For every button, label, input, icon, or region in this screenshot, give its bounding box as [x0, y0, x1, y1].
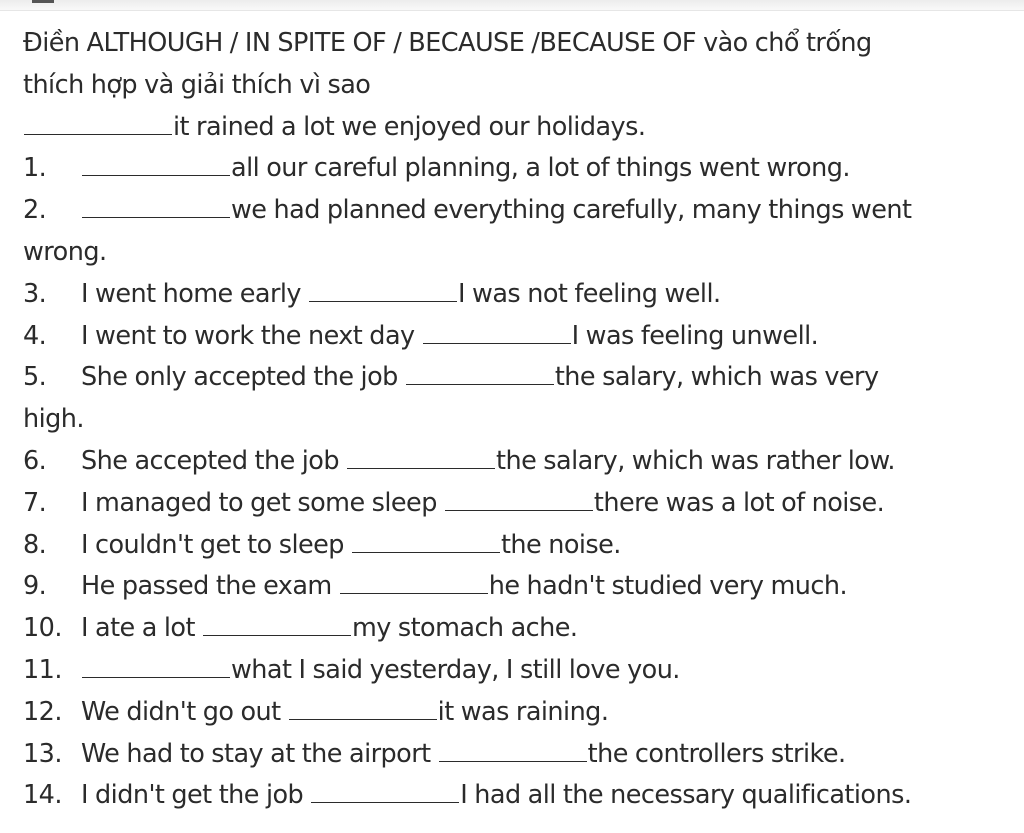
exercise-item — [23, 734, 1008, 776]
exercise-item — [23, 316, 1008, 358]
item-text-after: my stomach ache. — [351, 613, 578, 644]
answer-blank — [82, 676, 230, 678]
item-number: 9. — [23, 571, 47, 602]
exercise-item — [23, 525, 1008, 567]
item-number: 1. — [23, 153, 47, 184]
item-number: 3. — [23, 278, 47, 309]
item-number: 11. — [23, 654, 62, 685]
item-text-before: She accepted the job — [81, 445, 347, 476]
answer-blank — [347, 467, 495, 469]
answer-blank — [311, 801, 459, 803]
exercise-sheet — [23, 23, 1008, 817]
item-number: 2. — [23, 195, 47, 226]
item-number: 4. — [23, 320, 47, 351]
item-number: 8. — [23, 529, 47, 560]
item-number: 5. — [23, 362, 47, 393]
exercise-list — [23, 148, 1008, 817]
answer-blank — [439, 760, 587, 762]
item-text-after: the controllers strike. — [587, 738, 846, 769]
example-after-text: it rained a lot we enjoyed our holidays. — [173, 111, 646, 142]
item-number: 14. — [23, 780, 62, 811]
exercise-item — [23, 775, 1008, 817]
exercise-item — [23, 608, 1008, 650]
answer-blank — [82, 216, 230, 218]
exercise-item — [23, 441, 1008, 483]
answer-blank — [24, 133, 172, 135]
item-text-after: it was raining. — [437, 696, 609, 727]
item-text-before: I ate a lot — [81, 613, 202, 644]
exercise-item — [23, 190, 1008, 232]
item-continuation: wrong. — [23, 236, 107, 267]
item-number: 7. — [23, 487, 47, 518]
instruction-line-2: thích hợp và giải thích vì sao — [23, 69, 371, 100]
item-text-after: what I said yesterday, I still love you. — [231, 654, 680, 685]
item-text-before: I couldn't get to sleep — [81, 529, 351, 560]
exercise-item — [23, 357, 1008, 399]
instruction-line-1: Điền ALTHOUGH / IN SPITE OF / BECAUSE /BECAUSE OF vào chổ trống — [23, 28, 872, 58]
top-strip-mark — [32, 0, 54, 3]
item-text-before: We had to stay at the airport — [81, 738, 438, 769]
item-text-before: I managed to get some sleep — [81, 487, 444, 518]
answer-blank — [82, 174, 230, 176]
item-number: 6. — [23, 445, 47, 476]
answer-blank — [445, 509, 593, 511]
answer-blank — [423, 342, 571, 344]
exercise-item — [23, 650, 1008, 692]
top-strip — [0, 0, 1024, 11]
item-continuation: high. — [23, 404, 84, 435]
answer-blank — [340, 592, 488, 594]
item-text-after: we had planned everything carefully, many things went — [231, 195, 912, 226]
item-text-after: all our careful planning, a lot of things went wrong. — [231, 153, 850, 184]
item-text-after: I had all the necessary qualifications. — [460, 780, 912, 811]
answer-blank — [406, 383, 554, 385]
answer-blank — [309, 300, 457, 302]
item-text-before: I went to work the next day — [81, 320, 422, 351]
item-text-after: there was a lot of noise. — [593, 487, 885, 518]
item-text-before: She only accepted the job — [81, 362, 405, 393]
exercise-item — [23, 148, 1008, 190]
item-number: 13. — [23, 738, 62, 769]
item-text-before: He passed the exam — [81, 571, 339, 602]
item-text-after: I was feeling unwell. — [571, 320, 819, 351]
answer-blank — [289, 718, 437, 720]
exercise-item — [23, 274, 1008, 316]
item-text-before: We didn't go out — [81, 696, 288, 727]
item-text-before: I didn't get the job — [81, 780, 311, 811]
example-sentence — [23, 107, 1008, 149]
exercise-item — [23, 566, 1008, 608]
item-text-before: I went home early — [81, 278, 309, 309]
item-number: 12. — [23, 696, 62, 727]
item-text-after: the salary, which was very — [554, 362, 879, 393]
item-text-after: he hadn't studied very much. — [488, 571, 848, 602]
exercise-item — [23, 483, 1008, 525]
item-number: 10. — [23, 613, 62, 644]
item-text-after: I was not feeling well. — [458, 278, 721, 309]
item-text-after: the noise. — [500, 529, 621, 560]
exercise-item — [23, 692, 1008, 734]
answer-blank — [203, 634, 351, 636]
answer-blank — [352, 551, 500, 553]
item-text-after: the salary, which was rather low. — [496, 445, 895, 476]
